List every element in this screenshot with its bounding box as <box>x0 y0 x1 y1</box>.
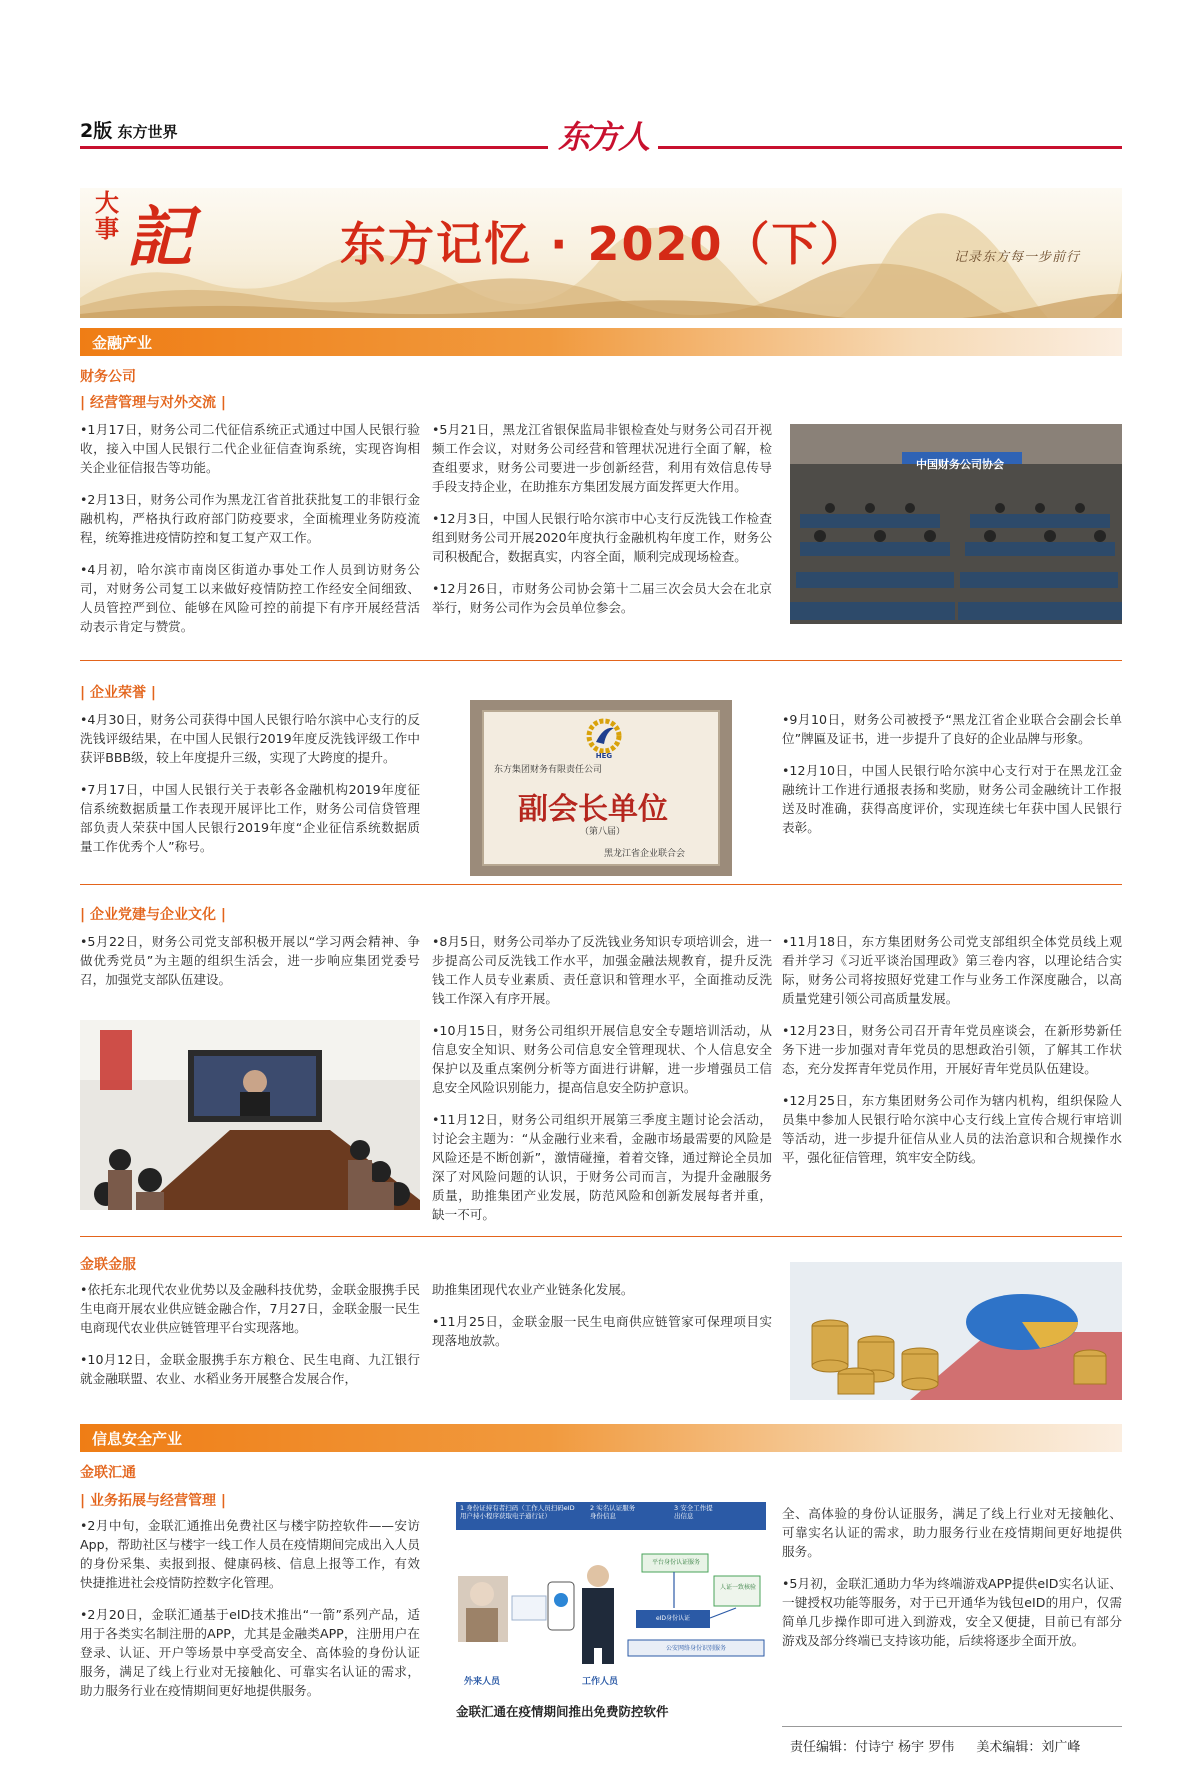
text-column-3 <box>782 710 1122 850</box>
banner-slogan: 记录东方每一步前行 <box>954 250 1081 265</box>
block-heading: | 经营管理与对外交流 | <box>80 395 226 411</box>
paragraph: •2月中旬，金联汇通推出免费社区与楼宇防控软件——安访App，帮助社区与楼宇一线工作人员在疫情期间完成出入人员的身份采集、卖报到报、健康码核、信息上报等工作，有效快捷推进社会疫情防控数字化管理。 <box>80 1518 420 1590</box>
process-step-2: 2 实名认证服务 身份信息 <box>590 1504 636 1520</box>
paragraph: •7月17日，中国人民银行关于表彰各金融机构2019年度征信系统数据质量工作表现开展评比工作，财务公司信贷管理部负责人荣获中国人民银行2019年度“企业征信系统数据质量工作优秀个人”称号。 <box>80 782 420 854</box>
section-divider <box>80 660 1122 661</box>
paragraph: •5月22日，财务公司党支部积极开展以“学习两会精神、争做优秀党员”为主题的组织生活会，进一步响应集团党委号召，加强党支部队伍建设。 <box>80 934 420 987</box>
honor-plaque-photo <box>470 700 732 876</box>
footer-rule <box>782 1726 1122 1727</box>
paragraph: •12月25日，东方集团财务公司作为辖内机构，组织保险人员集中参加人民银行哈尔滨中心支行线上宣传合规行审培训等活动，进一步提升征信从业人员的法治意识和合规操作水平，强化征信管理，筑牢安全防线。 <box>782 1093 1122 1165</box>
text-column-2 <box>432 1280 772 1363</box>
plaque <box>482 710 720 866</box>
diagram-label-visitor: 外来人员 <box>464 1677 501 1687</box>
diagram-label-staff: 工作人员 <box>582 1677 619 1687</box>
art-editor: 美术编辑：刘广峰 <box>976 1740 1081 1755</box>
text-column-2 <box>432 420 772 630</box>
section-divider <box>80 1236 1122 1237</box>
paragraph: 全、高体验的身份认证服务，满足了线上行业对无接触化、可靠实名认证的需求，助力服务行业在疫情期间更好地提供服务。 <box>782 1506 1122 1559</box>
block-heading: | 业务拓展与经营管理 | <box>80 1493 226 1509</box>
anti-epidemic-software-diagram <box>452 1498 770 1698</box>
plaque-org: 东方集团财务有限责任公司 <box>494 765 603 775</box>
paragraph: •4月初，哈尔滨市南岗区街道办事处工作人员到访财务公司，对财务公司复工以来做好疫情防控工作经安全间细致、人员管控严到位、能够在风险可控的前提下有序开展经营活动表示肯定与赞赏。 <box>80 562 420 634</box>
paragraph: 助推集团现代农业产业链条化发展。 <box>432 1282 634 1297</box>
section-bar-security <box>80 1424 1122 1452</box>
diagram-caption: 金联汇通在疫情期间推出免费防控软件 <box>456 1704 669 1719</box>
text-column-1 <box>80 932 420 1002</box>
company-name: 金联金服 <box>80 1257 136 1273</box>
paragraph: •9月10日，财务公司被授予“黑龙江省企业联合会副会长单位”牌匾及证书，进一步提升了良好的企业品牌与形象。 <box>782 712 1122 746</box>
paragraph: •10月12日，金联金服携手东方粮仓、民生电商、九江银行就金融联盟、农业、水稻业务开展整合发展合作， <box>80 1352 420 1386</box>
diagram-box-platform: 平台身份认证服务 <box>651 1559 700 1566</box>
footer-credits <box>790 1736 1080 1755</box>
paragraph: •10月15日，财务公司组织开展信息安全专题培训活动，从信息安全知识、财务公司信息安全管理现状、个人信息安全保护以及重点案例分析等方面进行讲解，进一步增强员工信息安全风险识别能力，提高信息安全防护意识。 <box>432 1023 772 1095</box>
section-divider <box>80 884 1122 885</box>
paragraph: •依托东北现代农业优势以及金融科技优势，金联金服携手民生电商开展农业供应链金融合作，7月27日，金联金服一民生电商现代农业供应链管理平台实现落地。 <box>80 1282 420 1335</box>
newspaper-logo: 东方人 <box>548 112 658 158</box>
paragraph: •2月13日，财务公司作为黑龙江省首批获批复工的非银行金融机构，严格执行政府部门防疫要求，全面梳理业务防疫流程，统筹推进疫情防控和复工复产双工作。 <box>80 492 420 545</box>
section-bar-finance <box>80 328 1122 356</box>
paragraph: •4月30日，财务公司获得中国人民银行哈尔滨中心支行的反洗钱评级结果，在中国人民银行2019年度反洗钱评级工作中获评BBB级，较上年度提升三级，实现了大跨度的提升。 <box>80 712 420 765</box>
diagram-box-match: 人证一致核验 <box>719 1584 756 1591</box>
heg-logo-icon <box>586 718 622 754</box>
plaque-logo-text: HEG <box>595 752 613 760</box>
edition-label <box>80 116 177 143</box>
paragraph: •12月3日，中国人民银行哈尔滨市中心支行反洗钱工作检查组到财务公司开展2020年度执行金融机构年度工作，财务公司积极配合，数据真实，内容全面，顺利完成现场检查。 <box>432 511 772 564</box>
paragraph: •1月17日，财务公司二代征信系统正式通过中国人民银行验收，接入中国人民银行二代企业征信查询系统，实现咨询相关企业征信报告等功能。 <box>80 422 420 475</box>
process-step-3: 3 安全工作提 出信息 <box>674 1504 713 1520</box>
section-title: 金融产业 <box>92 334 153 352</box>
block-heading: | 企业荣誉 | <box>80 685 156 701</box>
conference-photo <box>790 424 1122 624</box>
text-column-2 <box>432 932 772 1237</box>
text-column-3 <box>782 1504 1122 1720</box>
paragraph: •12月23日，财务公司召开青年党员座谈会，在新形势新任务下进一步加强对青年党员的思想政治引领，了解其工作状态，充分发挥青年党员作用，开展好青年党员队伍建设。 <box>782 1023 1122 1076</box>
coins-and-chart-photo <box>790 1262 1122 1400</box>
plaque-title: 副会长单位 <box>518 792 668 827</box>
paragraph: •8月5日，财务公司举办了反洗钱业务知识专项培训会，进一步提高公司反洗钱工作水平，加强金融法规教育，提升反洗钱工作人员专业素质、责任意识和管理水平，全面推动反洗钱工作深入有序开展。 <box>432 934 772 1006</box>
paragraph: •11月25日，金联金服一民生电商供应链管家可保理项目实现落地放款。 <box>432 1314 772 1348</box>
plaque-session: （第八届） <box>580 827 626 837</box>
photo-banner-text: 中国财务公司协会 <box>916 458 1004 471</box>
process-step-1: 1 身份证持有者扫码（工作人员扫码eID 用户持小程序获取电子通行证） <box>460 1504 575 1520</box>
text-column-1 <box>80 1280 420 1401</box>
meeting-room-photo <box>80 1020 420 1210</box>
paragraph: •11月12日，财务公司组织开展第三季度主题讨论会活动，讨论会主题为：“从金融行业来看，金融市场最需要的风险是风险还是不断创新”，激情碰撞，着着交锋，通过辩论全员加深了对风险问题的认识，于财务公司而言，为提升金融服务质量，助推集团产业发展，防范风险和创新发展每者并重，缺一不可。 <box>432 1112 772 1222</box>
block-heading: | 企业党建与企业文化 | <box>80 907 226 923</box>
page-number: 2版 <box>80 120 113 142</box>
paragraph: •12月26日，市财务公司协会第十二届三次会员大会在北京举行，财务公司作为会员单位参会。 <box>432 581 772 615</box>
text-column-3 <box>782 932 1122 1180</box>
paragraph: •12月10日，中国人民银行哈尔滨中心支行对于在黑龙江金融统计工作进行通报表扬和奖励，财务公司金融统计工作报送及时准确，获得高度评价，实现连续七年获中国人民银行表彰。 <box>782 763 1122 835</box>
text-column-1 <box>80 1516 420 1714</box>
plaque-issuer: 黑龙江省企业联合会 <box>604 849 686 859</box>
banner-tag-small: 大事 <box>95 188 119 243</box>
banner-tag-big: 記 <box>126 198 192 276</box>
paragraph: •2月20日，金联汇通基于eID技术推出“一箭”系列产品，适用于各类实名制注册的APP，尤其是金融类APP，注册用户在登录、认证、开户等场景中享受高安全、高体验的身份认证服务，满足了线上行业对无接触化、可靠实名认证的需求，助力服务行业在疫情期间更好地提供服务。 <box>80 1607 420 1698</box>
responsible-editor: 责任编辑：付诗宁 杨宇 罗伟 <box>790 1740 955 1755</box>
banner-title: 东方记忆 · 2020（下） <box>340 217 868 271</box>
paragraph: •11月18日，东方集团财务公司党支部组织全体党员线上观看并学习《习近平谈治国理政》第三卷内容，以理论结合实际，财务公司将按照好党建工作与业务工作深度融合，以高质量党建引领公司高质量发展。 <box>782 934 1122 1006</box>
diagram-box-police: 公安网络身份识别服务 <box>665 1645 726 1652</box>
diagram-box-eid: eID身份认证 <box>655 1615 691 1622</box>
section-name: 东方世界 <box>117 123 178 141</box>
section-title: 信息安全产业 <box>92 1430 183 1448</box>
text-column-1 <box>80 710 420 869</box>
company-name: 财务公司 <box>80 369 136 385</box>
company-name: 金联汇通 <box>80 1465 136 1481</box>
paragraph: •5月21日，黑龙江省银保监局非银检查处与财务公司召开视频工作会议，对财务公司经营和管理状况进行全面了解，检查组要求，财务公司要进一步创新经营，利用有效信息传导手段支持企业，在助推东方集团发展方面发挥更大作用。 <box>432 422 772 494</box>
paragraph: •5月初，金联汇通助力华为终端游戏APP提供eID实名认证、一键授权功能等服务，对于已开通华为钱包eID的用户，仅需简单几步操作即可进入到游戏，安全又便捷，目前已有部分游戏及部分终端已支持该功能，后续将逐步全面开放。 <box>782 1576 1122 1648</box>
text-column-1 <box>80 420 420 649</box>
